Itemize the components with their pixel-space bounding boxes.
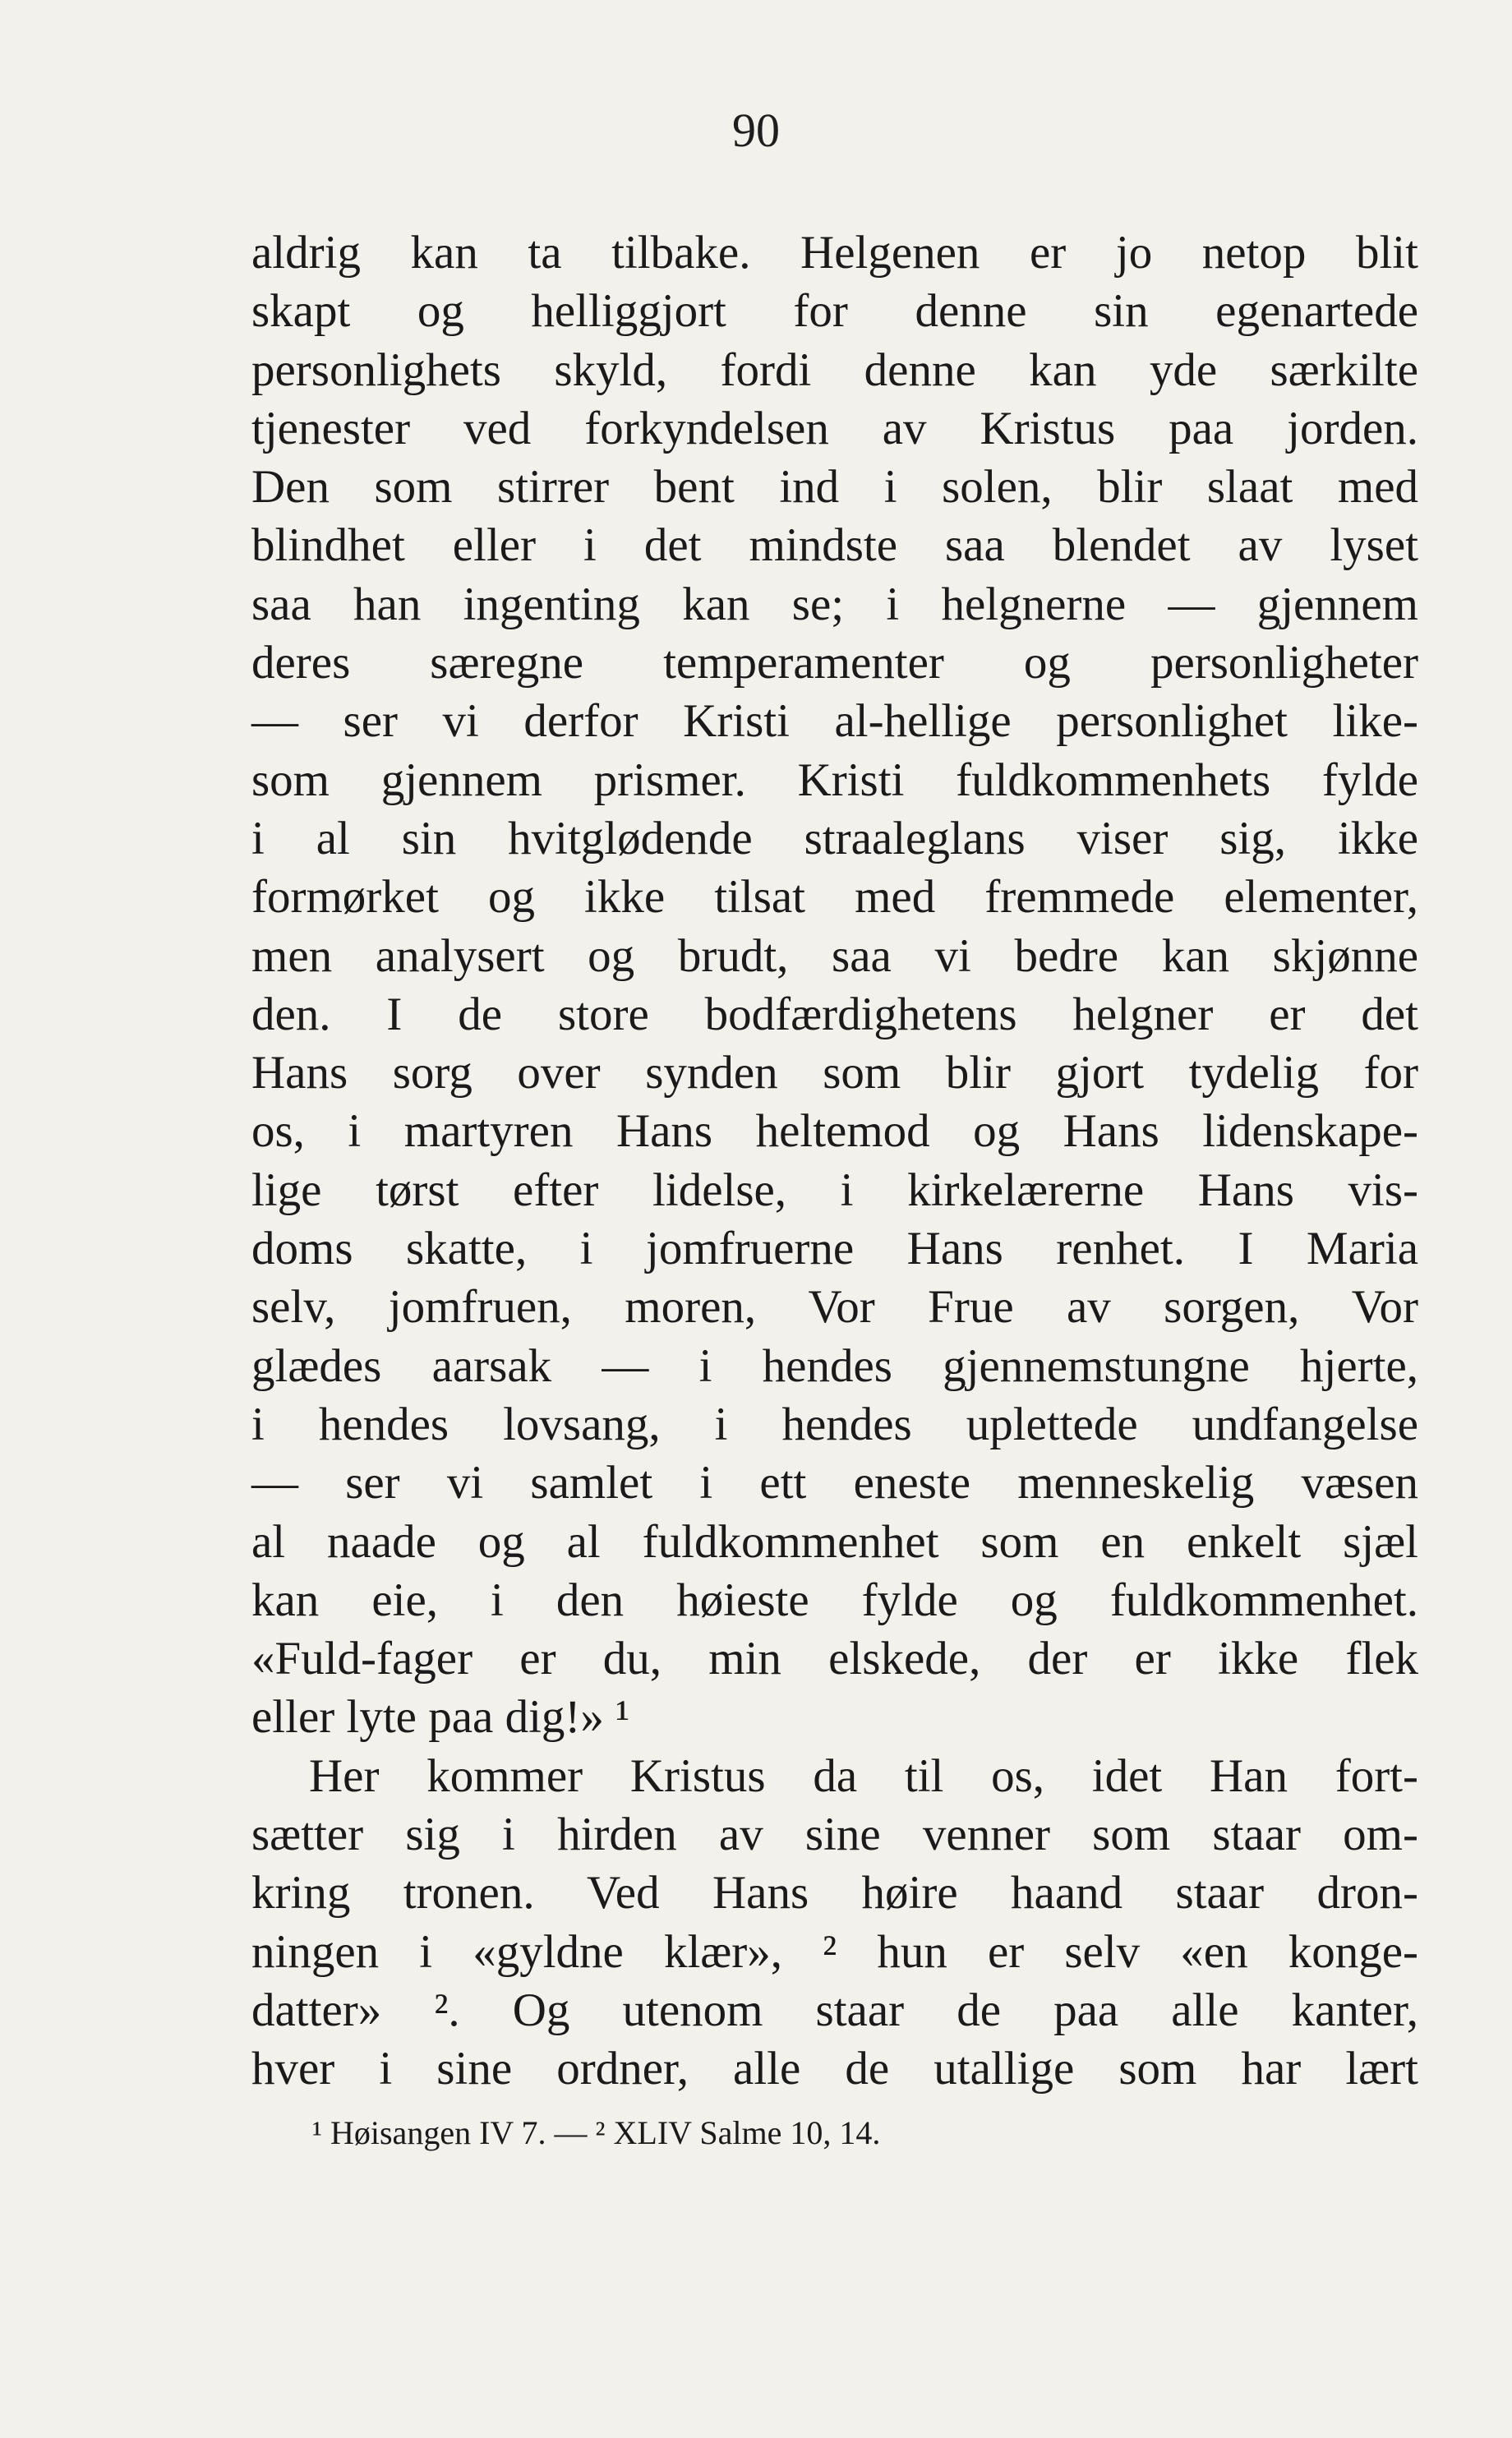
text-line: Den som stirrer bent ind i solen, blir slaat med [251, 461, 1418, 514]
text-line: deres særegne temperamenter og personligheter [251, 637, 1418, 689]
text-line: som gjennem prismer. Kristi fuldkommenhets fylde [251, 754, 1418, 806]
text-line: blindhet eller i det mindste saa blendet av lyset [251, 519, 1418, 572]
text-line: aldrig kan ta tilbake. Helgenen er jo netop blit [251, 227, 1418, 279]
text-line: skapt og helliggjort for denne sin egenartede [251, 285, 1418, 338]
paragraph-start-line: Her kommer Kristus da til os, idet Han fort- [309, 1749, 1418, 1802]
text-line: sætter sig i hirden av sine venner som staar om- [251, 1809, 1418, 1861]
text-line: hver i sine ordner, alle de utallige som har lært [251, 2043, 1418, 2095]
text-line: saa han ingenting kan se; i helgnerne — gjennem [251, 578, 1418, 630]
text-line: — ser vi samlet i ett eneste menneskelig væsen [251, 1457, 1418, 1509]
text-line: doms skatte, i jomfruerne Hans renhet. I Maria [251, 1223, 1418, 1275]
paragraph-end-line: eller lyte paa dig!» ¹ [251, 1691, 630, 1744]
text-line: i al sin hvitglødende straaleglans viser sig, ikke [251, 812, 1418, 864]
text-line: men analysert og brudt, saa vi bedre kan skjønne [251, 929, 1418, 982]
text-line: Hans sorg over synden som blir gjort tydelig for [251, 1047, 1418, 1099]
text-line: ningen i «gyldne klær», ² hun er selv «en konge- [251, 1925, 1418, 1978]
text-line: tjenester ved forkyndelsen av Kristus paa jorden. [251, 402, 1418, 454]
text-line: os, i martyren Hans heltemod og Hans lidenskape- [251, 1105, 1418, 1158]
text-line: «Fuld-fager er du, min elskede, der er ikke flek [251, 1633, 1418, 1685]
text-line: personlighets skyld, fordi denne kan yde særkilte [251, 343, 1418, 396]
body-text [251, 224, 1418, 2099]
text-line: den. I de store bodfærdighetens helgner er det [251, 988, 1418, 1040]
text-line: i hendes lovsang, i hendes uplettede undfangelse [251, 1398, 1418, 1450]
footnote: ¹ Høisangen IV 7. — ² XLIV Salme 10, 14. [312, 2114, 881, 2151]
text-line: glædes aarsak — i hendes gjennemstungne hjerte, [251, 1339, 1418, 1392]
text-line: — ser vi derfor Kristi al-hellige personlighet like- [251, 695, 1418, 748]
text-line: kan eie, i den høieste fylde og fuldkommenhet. [251, 1574, 1418, 1626]
text-line: lige tørst efter lidelse, i kirkelærerne Hans vis- [251, 1164, 1418, 1216]
text-line: formørket og ikke tilsat med fremmede elementer, [251, 871, 1418, 924]
text-line: al naade og al fuldkommenhet som en enkelt sjæl [251, 1515, 1418, 1568]
text-line: kring tronen. Ved Hans høire haand staar dron- [251, 1867, 1418, 1920]
text-line: datter» ². Og utenom staar de paa alle kanter, [251, 1984, 1418, 2036]
page-number: 90 [732, 104, 780, 157]
text-line: selv, jomfruen, moren, Vor Frue av sorgen, Vor [251, 1281, 1418, 1334]
